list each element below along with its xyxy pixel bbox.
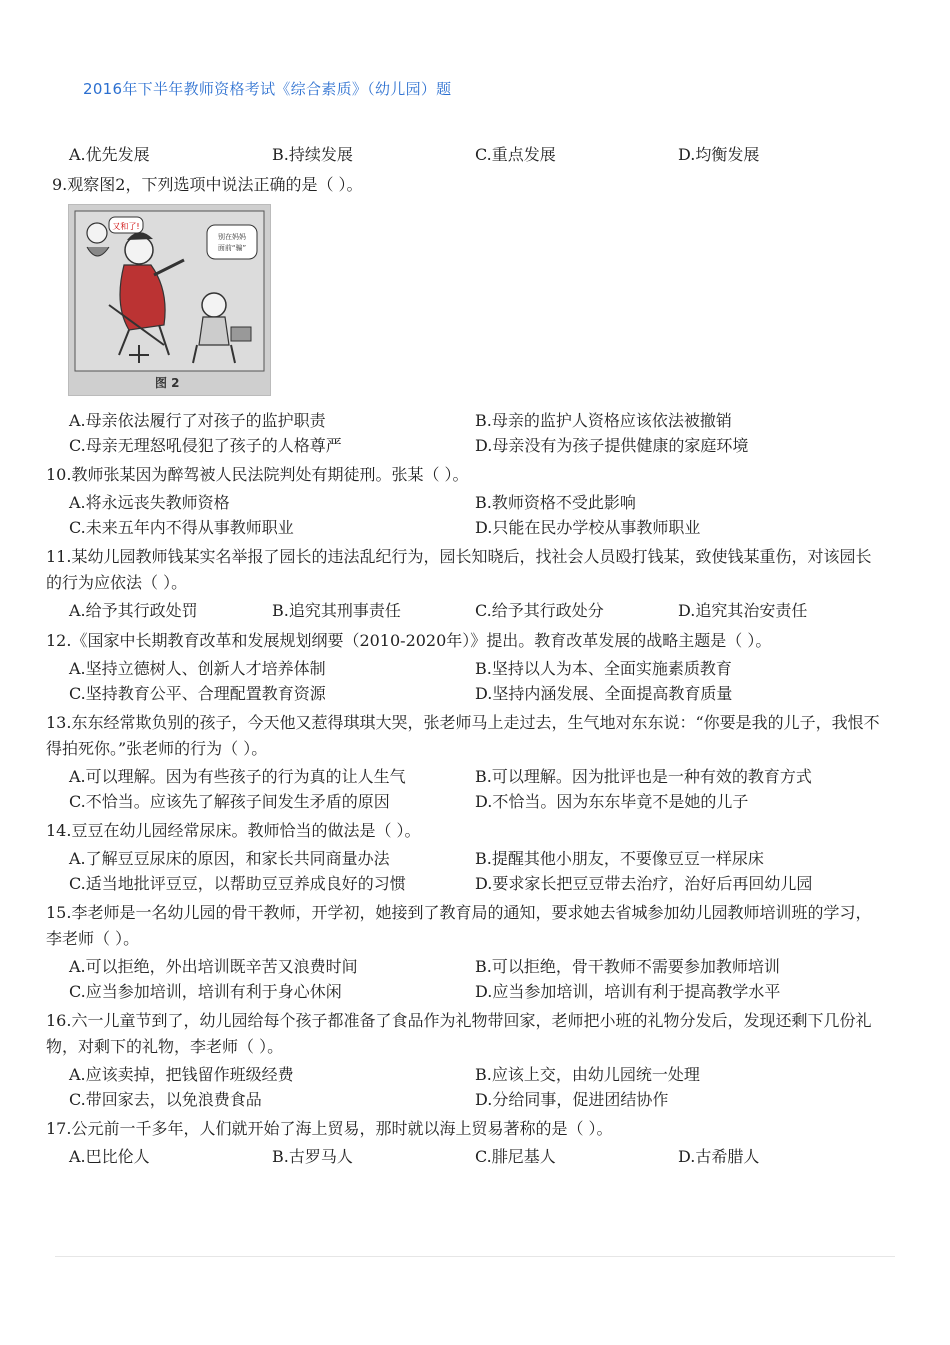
q12-option-a[interactable]: A.坚持立德树人、创新人才培养体制 (69, 659, 326, 678)
q8-option-a[interactable]: A.优先发展 (69, 145, 150, 164)
q10-option-c[interactable]: C.未来五年内不得从事教师职业 (69, 518, 294, 537)
q17-option-d[interactable]: D.古希腊人 (678, 1147, 760, 1166)
q9-figure (68, 204, 271, 396)
q9-stem: 9.观察图2，下列选项中说法正确的是（ ）。 (52, 175, 363, 194)
page-header-title: 2016年下半年教师资格考试《综合素质》（幼儿园）题 (83, 80, 452, 98)
q13-option-b[interactable]: B.可以理解。因为批评也是一种有效的教育方式 (475, 767, 812, 786)
q8-option-d[interactable]: D.均衡发展 (678, 145, 760, 164)
q13-option-a[interactable]: A.可以理解。因为有些孩子的行为真的让人生气 (69, 767, 406, 786)
q17-option-b[interactable]: B.古罗马人 (272, 1147, 353, 1166)
q17-option-c[interactable]: C.腓尼基人 (475, 1147, 556, 1166)
q13-option-d[interactable]: D.不恰当。因为东东毕竟不是她的儿子 (475, 792, 749, 811)
q10-options (46, 490, 886, 540)
figure-caption: 图 2 (155, 376, 180, 390)
q8-options (46, 142, 886, 168)
q10-option-d[interactable]: D.只能在民办学校从事教师职业 (475, 518, 701, 537)
q12-option-d[interactable]: D.坚持内涵发展、全面提高教育质量 (475, 684, 733, 703)
q8-option-c[interactable]: C.重点发展 (475, 145, 556, 164)
q13-option-c[interactable]: C.不恰当。应该先了解孩子间发生矛盾的原因 (69, 792, 390, 811)
q16-option-d[interactable]: D.分给同事，促进团结协作 (475, 1090, 669, 1109)
q15-option-c[interactable]: C.应当参加培训，培训有利于身心休闲 (69, 982, 342, 1001)
q15-options (46, 954, 886, 1004)
q13-stem: 13.东东经常欺负别的孩子，今天他又惹得琪琪大哭，张老师马上走过去，生气地对东东说：“你要是我的儿子，我恨不得拍死你。”张老师的行为（ ）。 (46, 713, 880, 758)
q14-option-a[interactable]: A.了解豆豆尿床的原因，和家长共同商量办法 (69, 849, 390, 868)
footer-divider (55, 1256, 895, 1257)
q10-option-a[interactable]: A.将永远丧失教师资格 (69, 493, 230, 512)
q9-option-a[interactable]: A.母亲依法履行了对孩子的监护职责 (69, 411, 326, 430)
q14-option-b[interactable]: B.提醒其他小朋友，不要像豆豆一样尿床 (475, 849, 764, 868)
q13-options (46, 764, 886, 814)
q17-option-a[interactable]: A.巴比伦人 (69, 1147, 150, 1166)
q12-option-c[interactable]: C.坚持教育公平、合理配置教育资源 (69, 684, 326, 703)
q14-stem: 14.豆豆在幼儿园经常尿床。教师恰当的做法是（ ）。 (46, 821, 421, 840)
q15-option-d[interactable]: D.应当参加培训，培训有利于提高教学水平 (475, 982, 781, 1001)
q17-stem: 17.公元前一千多年，人们就开始了海上贸易，那时就以海上贸易著称的是（ ）。 (46, 1119, 613, 1138)
q8-option-b[interactable]: B.持续发展 (272, 145, 353, 164)
q12-options (46, 656, 886, 706)
q14-option-d[interactable]: D.要求家长把豆豆带去治疗，治好后再回幼儿园 (475, 874, 813, 893)
q11-options (46, 598, 886, 624)
q16-stem: 16.六一儿童节到了，幼儿园给每个孩子都准备了食品作为礼物带回家，老师把小班的礼物分发后，发现还剩下几份礼物，对剩下的礼物，李老师（ ）。 (46, 1011, 872, 1056)
svg-text:别在妈妈: 别在妈妈 (218, 233, 246, 241)
q16-options (46, 1062, 886, 1112)
bubble-1-text: 又和了! (112, 222, 140, 231)
q16-option-c[interactable]: C.带回家去，以免浪费食品 (69, 1090, 262, 1109)
q9-options (46, 408, 886, 458)
q12-stem: 12.《国家中长期教育改革和发展规划纲要（2010-2020年）》提出。教育改革发展的战略主题是（ ）。 (46, 631, 772, 650)
q10-stem: 10.教师张某因为醉驾被人民法院判处有期徒刑。张某（ ）。 (46, 465, 469, 484)
q11-option-b[interactable]: B.追究其刑事责任 (272, 601, 401, 620)
q9-option-c[interactable]: C.母亲无理怒吼侵犯了孩子的人格尊严 (69, 436, 342, 455)
q16-option-b[interactable]: B.应该上交，由幼儿园统一处理 (475, 1065, 700, 1084)
q11-option-d[interactable]: D.追究其治安责任 (678, 601, 808, 620)
q14-options (46, 846, 886, 896)
q14-option-c[interactable]: C.适当地批评豆豆，以帮助豆豆养成良好的习惯 (69, 874, 406, 893)
q15-option-a[interactable]: A.可以拒绝，外出培训既辛苦又浪费时间 (69, 957, 358, 976)
q17-options (46, 1144, 886, 1170)
cartoon-illustration (69, 205, 270, 395)
q12-option-b[interactable]: B.坚持以人为本、全面实施素质教育 (475, 659, 732, 678)
q16-option-a[interactable]: A.应该卖掉，把钱留作班级经费 (69, 1065, 294, 1084)
q11-stem: 11.某幼儿园教师钱某实名举报了园长的违法乱纪行为，园长知晓后，找社会人员殴打钱某，致使钱某重伤，对该园长的行为应依法（ ）。 (46, 547, 872, 592)
q15-stem: 15.李老师是一名幼儿园的骨干教师，开学初，她接到了教育局的通知，要求她去省城参加幼儿园教师培训班的学习，李老师（ ）。 (46, 903, 872, 948)
q10-option-b[interactable]: B.教师资格不受此影响 (475, 493, 636, 512)
exam-content (46, 140, 886, 1170)
q11-option-c[interactable]: C.给予其行政处分 (475, 601, 604, 620)
svg-text:面前“骗”: 面前“骗” (217, 244, 247, 252)
q9-option-b[interactable]: B.母亲的监护人资格应该依法被撤销 (475, 411, 732, 430)
q15-option-b[interactable]: B.可以拒绝，骨干教师不需要参加教师培训 (475, 957, 780, 976)
q11-option-a[interactable]: A.给予其行政处罚 (69, 601, 198, 620)
q9-option-d[interactable]: D.母亲没有为孩子提供健康的家庭环境 (475, 436, 749, 455)
